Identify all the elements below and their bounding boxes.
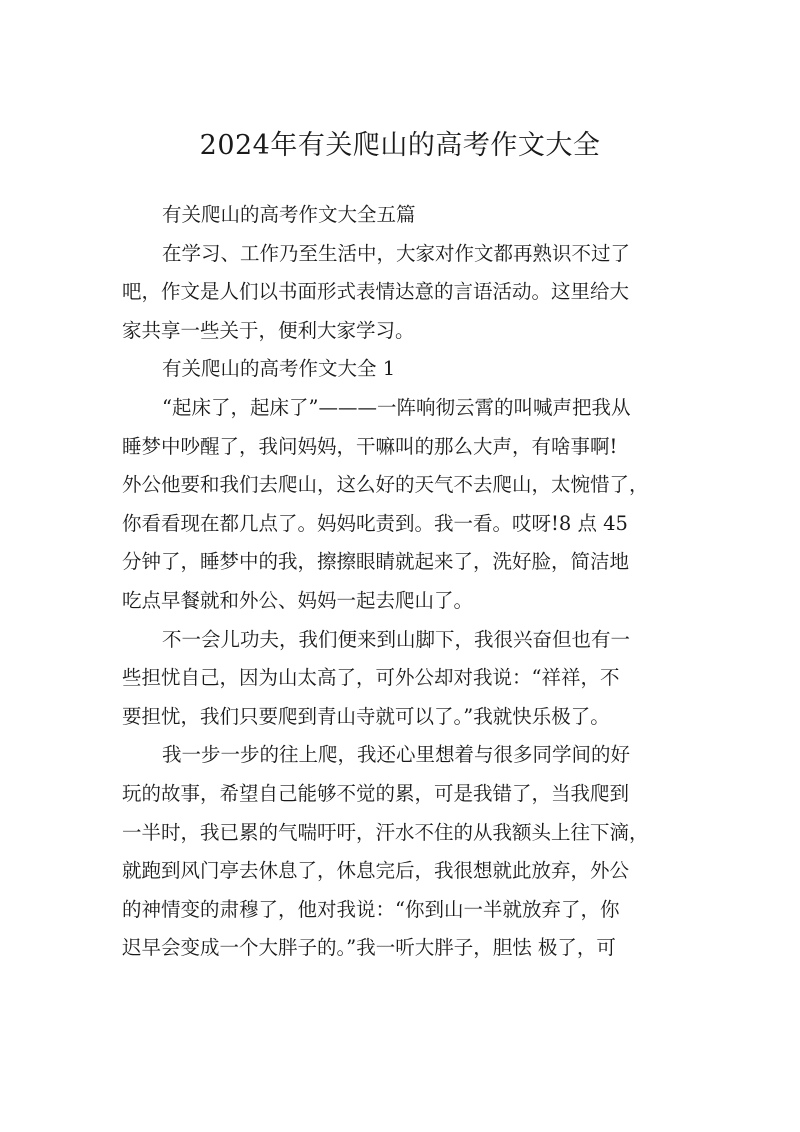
text-line: 有关爬山的高考作文大全五篇: [162, 203, 416, 226]
text-line: 在学习、工作乃至生活中，大家对作文都再熟识不过了: [162, 241, 631, 265]
text-line: “起床了，起床了”———一阵响彻云霄的叫喊声把我从: [162, 395, 631, 419]
document-title: 2024年有关爬山的高考作文大全: [199, 130, 601, 161]
text-line: 外公他要和我们去爬山，这么好的天气不去爬山，太惋惜了，: [122, 473, 649, 497]
text-line: 分钟了，睡梦中的我，擦擦眼睛就起来了，洗好脸，简洁地: [122, 550, 630, 574]
text-line: 吃点早餐就和外公、妈妈一起去爬山了。: [122, 588, 474, 612]
text-line: 不一会儿功夫，我们便来到山脚下，我很兴奋但也有一: [162, 627, 631, 651]
text-line: 些担忧自己，因为山太高了，可外公却对我说：“祥祥，不: [122, 666, 620, 690]
document-body: [122, 196, 680, 968]
text-line: 我一步一步的往上爬，我还心里想着与很多同学间的好: [162, 743, 631, 767]
text-line: 玩的故事，希望自己能够不觉的累，可是我错了，当我爬到: [122, 781, 630, 805]
text-line: 有关爬山的高考作文大全 1: [162, 357, 396, 381]
text-line: 的神情变的肃穆了，他对我说：“你到山一半就放弃了，你: [122, 897, 620, 921]
text-line: 一半时，我已累的气喘吁吁，汗水不住的从我额头上往下滴，: [122, 820, 649, 844]
text-line: 要担忧，我们只要爬到青山寺就可以了。”我就快乐极了。: [122, 704, 610, 728]
text-line: 你看看现在都几点了。妈妈叱责到。我一看。哎呀!8 点 45: [122, 511, 628, 535]
text-line: 吧，作文是人们以书面形式表情达意的言语活动。这里给大: [122, 280, 630, 304]
text-line: 家共享一些关于，便利大家学习。: [122, 318, 415, 342]
text-line: 睡梦中吵醒了，我问妈妈，干嘛叫的那么大声，有啥事啊!: [122, 434, 618, 458]
text-line: 就跑到风门亭去休息了，休息完后，我很想就此放弃，外公: [122, 859, 630, 883]
text-line: 迟早会变成一个大胖子的。”我一听大胖子，胆怯 极了，可: [122, 936, 616, 960]
